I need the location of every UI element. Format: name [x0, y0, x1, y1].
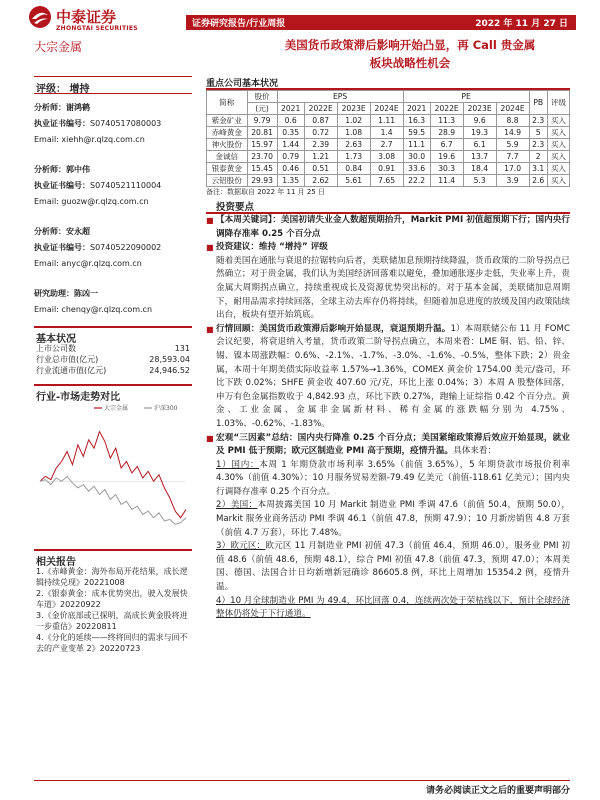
legend-label: 大宗金属 — [104, 405, 129, 412]
table-cell: 0.6 — [277, 115, 304, 127]
table-cell: 59.5 — [403, 127, 430, 139]
title-line-2: 板块战略性机会 — [369, 56, 451, 70]
highlights-title: 投资要点 — [206, 199, 570, 214]
basics-row — [34, 354, 192, 365]
cert-label: 执业证书编号： — [34, 181, 90, 190]
basics-row — [34, 365, 192, 376]
table-cell: 买入 — [547, 175, 569, 187]
table-cell: 买入 — [547, 139, 569, 151]
right-column — [206, 76, 570, 622]
macro-text: 本周 1 年期贷款市场利率 3.65%（前值 3.65%），5 年期贷款市场报价利率 4.30%（前值 4.30%）；10 月服务贸易差额-79.49 亿美元（前值-118.61 亿美元）；国内央行调降存准率 0.25 个百分点。 — [216, 459, 570, 497]
footer-disclaimer: 请务必阅读正文之后的重要声明部分 — [425, 786, 570, 796]
left-column — [34, 76, 192, 654]
table-cell: 1.02 — [337, 115, 370, 127]
basics-value: 131 — [174, 344, 190, 353]
cert-number: S0740522090002 — [90, 243, 162, 252]
macro-item-4 — [206, 595, 570, 622]
assistant-name: 研究助理：陈凶一 — [34, 289, 98, 298]
company-name: 神火股份 — [207, 139, 248, 151]
series-line-index — [40, 476, 186, 524]
company-name: 金诚信 — [207, 151, 248, 163]
table-cell: 1.11 — [370, 115, 403, 127]
table-cell: 2.3 — [529, 115, 547, 127]
macro-label: 3）欧元区： — [216, 541, 266, 552]
table-cell: 28.9 — [430, 127, 463, 139]
macro-text: 本周披露美国 10 月 Markit 制造业 PMI 季调 47.6（前值 50.4，预期 50.0），Markit 服务业商务活动 PMI 季调 46.1（前值 47.8，预期 47.9）；10 月新房销售 4.8 万套（前值 4.7 万套），环比 7.48%。 — [216, 500, 570, 538]
basics-value: 28,593.04 — [149, 355, 190, 364]
brand-name-en: ZHONGTAI SECURITIES — [56, 25, 138, 32]
table-cell: 2.6 — [529, 175, 547, 187]
trend-chart-svg — [34, 401, 192, 541]
table-row — [207, 139, 570, 151]
table-cell: 11.3 — [430, 115, 463, 127]
company-name: 银泰黄金 — [207, 163, 248, 175]
basics-key: 行业流通市值(亿元) — [36, 366, 107, 375]
table-cell: 7.65 — [370, 175, 403, 187]
col-name: 简称 — [207, 91, 248, 115]
table-cell: 29.93 — [247, 175, 277, 187]
table-cell: 16.3 — [403, 115, 430, 127]
brand-name-cn: 中泰证券 — [56, 8, 117, 26]
analyst-name: 分析师：安永超 — [34, 227, 90, 236]
table-cell: 1.35 — [277, 175, 304, 187]
table-cell: 3.1 — [529, 163, 547, 175]
analyst-cert — [34, 116, 192, 132]
company-name: 云铝股份 — [207, 175, 248, 187]
report-date: 2022 年 11 月 27 日 — [475, 19, 568, 29]
table-cell: 0.87 — [304, 115, 337, 127]
col-pb: PB — [529, 91, 547, 115]
report-category: 证券研究报告/行业周报 — [192, 19, 286, 29]
table-cell: 2 — [529, 151, 547, 163]
macro-text: 预计全球经济整体仍将处于下行通道。 — [216, 595, 570, 620]
review-heading: 行情回顾：美国货币政策滞后影响开始显现，衰退预期升温。 — [216, 323, 451, 334]
table-cell: 33.6 — [403, 163, 430, 175]
cert-label: 执业证书编号： — [34, 243, 90, 252]
analyst-name: 分析师：谢鸿鹤 — [34, 103, 90, 112]
table-cell: 22.2 — [403, 175, 430, 187]
company-table — [206, 90, 570, 187]
table-cell: 18.4 — [463, 163, 496, 175]
title-line-1: 美国货币政策滞后影响开始凸显，再 Call 贵金属 — [284, 38, 536, 52]
table-cell: 13.7 — [463, 151, 496, 163]
table-cell: 6.1 — [463, 139, 496, 151]
table-row — [207, 127, 570, 139]
table-cell: 3.9 — [496, 175, 529, 187]
macro-heading: 宏观“三因素”总结：国内央行降准 0.25 个百分点；美国紧缩政策滞后效应开始显现，就业及 PMI 低于预期；欧元区制造业 PMI 高于预期，疫情升温。 — [216, 432, 570, 457]
table-cell: 5.3 — [463, 175, 496, 187]
table-cell: 9.79 — [247, 115, 277, 127]
macro-label: 4）10 月全球制造业 PMI 为 49.4，环比回落 0.4，连续两次处于荣枯线以下， — [216, 595, 519, 606]
table-note: 备注：数据取自 2022 年 11 月 25 日 — [206, 188, 325, 196]
table-cell: 0.72 — [304, 127, 337, 139]
table-cell: 买入 — [547, 115, 569, 127]
table-cell: 30.3 — [430, 163, 463, 175]
cert-number: S0740521110004 — [90, 181, 162, 190]
col-price-unit: (元) — [247, 103, 277, 115]
basics-key: 上市公司数 — [36, 344, 76, 353]
related-list — [34, 566, 192, 654]
trend-chart — [34, 401, 192, 541]
table-cell: 0.35 — [277, 127, 304, 139]
table-cell: 23.70 — [247, 151, 277, 163]
table-cell: 15.97 — [247, 139, 277, 151]
table-cell: 5 — [529, 127, 547, 139]
analyst-name: 分析师：郭中伟 — [34, 165, 90, 174]
col-pe: PE — [403, 91, 529, 103]
col-rating: 评级 — [547, 91, 569, 115]
table-row — [207, 163, 570, 175]
series-line-sector — [40, 432, 186, 518]
macro-item-2 — [206, 499, 570, 540]
analyst-cert — [34, 178, 192, 194]
macro-text: 具体来看： — [453, 446, 497, 457]
col-year: 2022E — [304, 103, 337, 115]
analyst-email[interactable]: Email: anyc@r.qlzq.com.cn — [34, 259, 142, 268]
table-cell: 5.9 — [496, 139, 529, 151]
table-cell: 19.3 — [463, 127, 496, 139]
basics-title: 基本状况 — [34, 326, 192, 343]
basics-key: 行业总市值(亿元) — [36, 355, 99, 364]
advice-para: 随着美国在通胀与衰退的拉锯转向后者，美联储加息预期持续降温，货币政策的二阶导拐点已然确立；对于贵金属，我们认为美国经济回落难以避免，叠加通胀逐步走低，失业率上升，贵金属大周期拐点确立，持续重视成长及资源优势突出标的。对于基本金属，美联储加息周期下，耐用品需求持续回落，全球主动去库存仍将持续，但随着加息进度的放缓及国内政策陆续出台，板块有望开始筑底。 — [216, 255, 570, 321]
related-report-link[interactable]: 3.《金价底部或已探明，高成长黄金股将进一步重估》20220811 — [36, 611, 188, 631]
highlights-body — [206, 214, 570, 622]
legend-label: 沪深300 — [154, 405, 178, 412]
table-cell: 2.63 — [337, 139, 370, 151]
col-price: 股价 — [247, 91, 277, 103]
table-cell: 14.9 — [496, 127, 529, 139]
basics-table — [34, 343, 192, 376]
trend-title: 行业-市场走势对比 — [34, 384, 192, 401]
table-cell: 3.08 — [370, 151, 403, 163]
table-cell: 0.79 — [277, 151, 304, 163]
related-report-link[interactable]: 1.《赤峰黄金：海外布局开花结果，成长逻辑持续兑现》20221008 — [36, 567, 188, 587]
cert-number: S0740517080003 — [90, 119, 162, 128]
analyst-email[interactable]: Email: guozw@r.qlzq.com.cn — [34, 197, 149, 206]
review-text: 1）本周联储公布 11 月 FOMC 会议纪要，将衰退纳入考量，货币政策二阶导拐点确立，本周来看：LME 铜、铝、铅、锌、锡、镍本周涨跌幅：0.6%、-2.1%、-1.7%、-3.0%、-1.6%、-0.5%，整体下跌；2）贵金属，本周十年期美债实际收益率 1.57%→1.36%，COMEX 黄金价 1754.00 美元/盎司，环比下跌 0.02%；SHFE 黄金收 407.60 元/克，环比上涨 0.04%；3）本周 A 股整体回落，申万有色金属指数收于 4,842.93 点，环比下跌 0.27%，跑输上证综指 0.42 个百分点。黄金、工业金属、金属非金属新材料、稀有金属的涨跌幅分别为 4.75%、1.03%、-0.62%、-1.83%。 — [216, 323, 570, 429]
col-year: 2023E — [337, 103, 370, 115]
table-cell: 2.3 — [529, 139, 547, 151]
table-cell: 2.39 — [304, 139, 337, 151]
table-cell: 1.08 — [337, 127, 370, 139]
assistant-email[interactable]: Email: chenqy@r.qlzq.com.cn — [34, 305, 153, 314]
table-cell: 19.6 — [430, 151, 463, 163]
report-title — [230, 36, 590, 72]
basics-value: 24,946.52 — [149, 366, 190, 375]
table-cell: 0.46 — [277, 163, 304, 175]
table-cell: 1.44 — [277, 139, 304, 151]
page-header — [0, 0, 600, 40]
basics-row — [34, 343, 192, 354]
col-year: 2022E — [430, 103, 463, 115]
col-year: 2024E — [496, 103, 529, 115]
table-cell: 1.4 — [370, 127, 403, 139]
table-cell: 0.84 — [337, 163, 370, 175]
table-cell: 2.62 — [304, 175, 337, 187]
related-report-link[interactable]: 4.《分化的延续——终将回归的需求与回不去的产业变革 2》20220723 — [36, 633, 188, 653]
company-name: 紫金矿业 — [207, 115, 248, 127]
col-year: 2024E — [370, 103, 403, 115]
analyst-email[interactable]: Email: xiehh@r.qlzq.com.cn — [34, 135, 145, 144]
related-title: 相关报告 — [34, 549, 192, 566]
table-cell: 15.45 — [247, 163, 277, 175]
table-cell: 5.61 — [337, 175, 370, 187]
table-cell: 6.7 — [430, 139, 463, 151]
table-cell: 7.7 — [496, 151, 529, 163]
brand-logo — [28, 5, 168, 35]
company-name: 赤峰黄金 — [207, 127, 248, 139]
table-cell: 1.73 — [337, 151, 370, 163]
table-cell: 1.21 — [304, 151, 337, 163]
related-report-link[interactable]: 2.《银泰黄金：成本优势突出，驶入发展快车道》20220922 — [36, 589, 188, 609]
review-para — [206, 323, 570, 432]
table-cell: 买入 — [547, 151, 569, 163]
macro-para — [206, 432, 570, 459]
macro-label: 2）美国： — [216, 500, 258, 511]
table-cell: 8.8 — [496, 115, 529, 127]
table-cell: 11.4 — [430, 175, 463, 187]
macro-item-3 — [206, 540, 570, 594]
table-cell: 0.91 — [370, 163, 403, 175]
keyword-para: ■ 【本周关键词】：美国初请失业金人数超预期抬升，Markit PMI 初值超预期下行；国内央行调降存准率 0.25 个百分点 — [206, 214, 570, 241]
table-cell: 30.0 — [403, 151, 430, 163]
table-cell: 买入 — [547, 163, 569, 175]
macro-label: 1）国内： — [216, 459, 260, 470]
header-bar — [186, 15, 576, 30]
cert-label: 执业证书编号： — [34, 119, 90, 128]
analyst-cert — [34, 240, 192, 256]
table-row — [207, 115, 570, 127]
table-cell: 9.6 — [463, 115, 496, 127]
col-year: 2023E — [463, 103, 496, 115]
footer-divider — [34, 780, 570, 781]
table-row — [207, 151, 570, 163]
macro-text: 欧元区 11 月制造业 PMI 初值 47.3（前值 46.4，预期 46.0），服务业 PMI 初值 48.6（前值 48.6，预期 48.1），综合 PMI 初值 47.8（前值 47.3，预期 47.0）；本周美国、德国、法国合计日均新增新冠确诊 86605.8 例，环比上周增加 15354.2 例，疫情升温。 — [216, 541, 571, 593]
table-cell: 0.51 — [304, 163, 337, 175]
col-year: 2021 — [277, 103, 304, 115]
table-cell: 20.81 — [247, 127, 277, 139]
advice-heading: ■ 投资建议：维持 “增持” 评级 — [206, 241, 570, 255]
table-cell: 2.7 — [370, 139, 403, 151]
macro-item-1 — [206, 459, 570, 500]
table-cell: 11.1 — [403, 139, 430, 151]
sector-label: 大宗金属 — [34, 40, 83, 54]
brand-logo-icon — [28, 5, 52, 29]
table-cell: 买入 — [547, 127, 569, 139]
col-year: 2021 — [403, 103, 430, 115]
company-table-title: 重点公司基本状况 — [206, 76, 570, 90]
rating: 评级： 增持 — [34, 76, 192, 94]
table-row — [207, 175, 570, 187]
col-eps: EPS — [277, 91, 403, 103]
table-cell: 17.0 — [496, 163, 529, 175]
analyst-block — [34, 100, 192, 318]
